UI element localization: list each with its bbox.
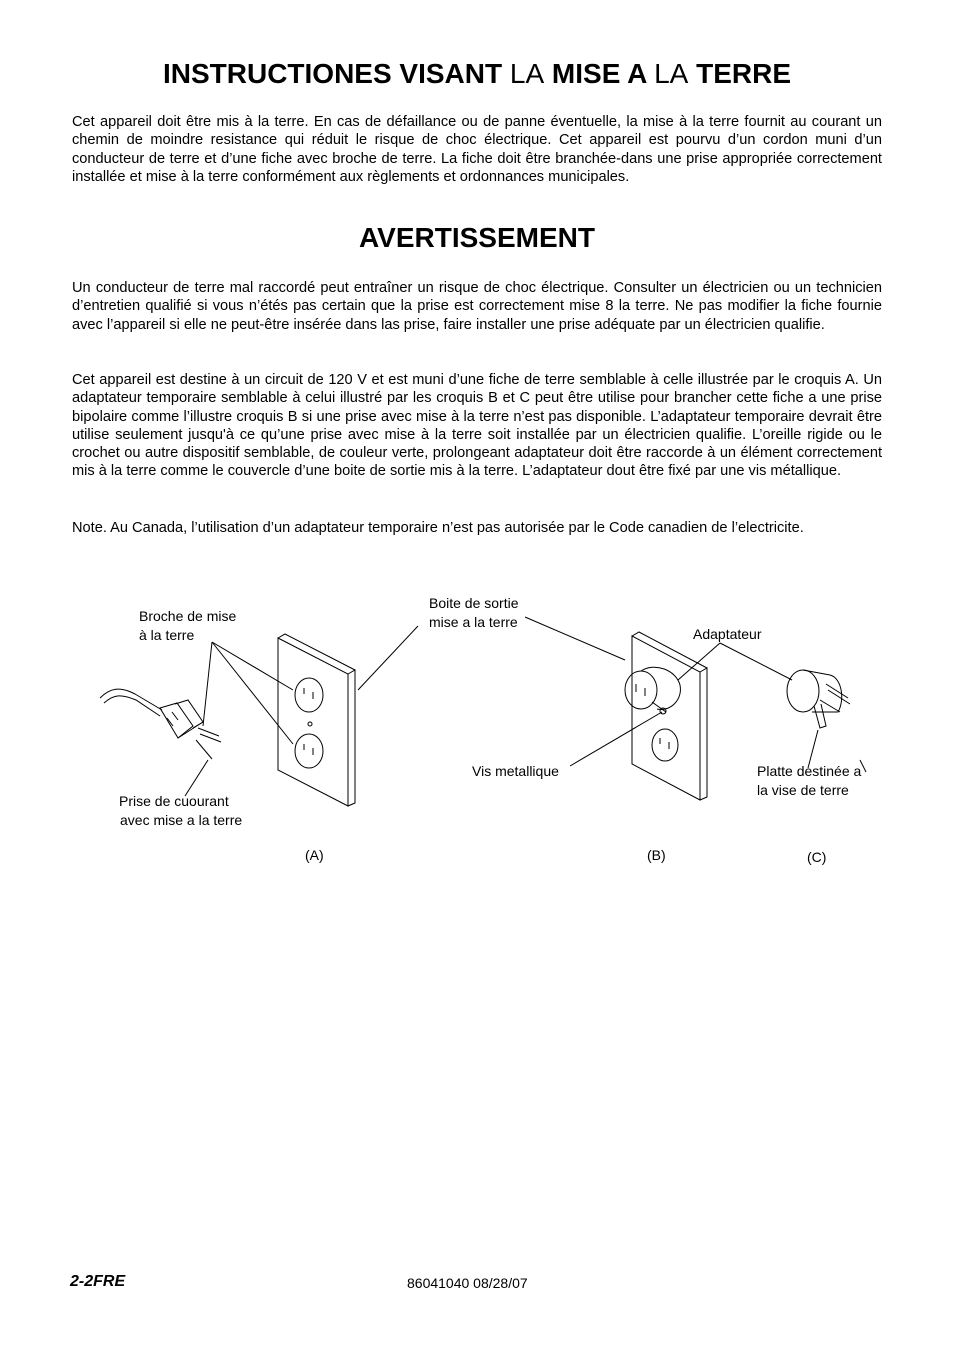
outlet-plate-a-icon — [278, 634, 355, 806]
prise-label: Prise de cuourant avec mise a la terre — [119, 793, 243, 828]
title-part-2: LA — [509, 58, 545, 89]
page-number: 2-2FRE — [70, 1273, 126, 1290]
boite-label: Boite de sortie mise a la terre — [429, 595, 519, 630]
warning-heading: AVERTISSEMENT — [359, 222, 595, 253]
title-part-3: MISE A — [551, 58, 647, 89]
broche-label: Broche de mise à la terre — [139, 608, 237, 643]
page-title — [0, 58, 954, 90]
grounding-paragraph: Cet appareil doit être mis à la terre. En cas de défaillance ou de panne éventuelle, la mise à la terre fournit au courant un chemin de moindre resistance qui réduit le risque de choc électrique. Cet appareil est pourvu d’un cordon muni d’un conducteur de terre et d’une fiche avec broche de terre. La fiche doit être branchée-dans une prise appropriée correctement installée et mise à la terre conformément aux règlements et ordonnances municipales. — [72, 114, 882, 185]
warning-paragraph: Un conducteur de terre mal raccordé peut entraîner un risque de choc électrique. Consulter un électricien ou un technicien d’entretien qualifié si vous n’étés pas certain que la prise est correctement mise 8 la terre. Ne pas modifier la fiche fournie avec l’appareil si elle ne peut-être insérée dans las prise, faire installer une prise adéquate par un électricien qualifie. — [72, 280, 882, 333]
adaptateur-label: Adaptateur — [693, 626, 762, 642]
title-part-1: INSTRUCTIONES VISANT — [162, 58, 503, 89]
vis-label: Vis metallique — [472, 763, 559, 779]
title-part-5: TERRE — [696, 58, 792, 89]
figure-a-label: (A) — [305, 847, 324, 863]
figure-c-label: (C) — [807, 849, 827, 865]
title-part-4: LA — [654, 58, 689, 89]
platte-label: Platte destinée a la vise de terre — [757, 763, 862, 798]
canada-note: Note. Au Canada, l’utilisation d’un adaptateur temporaire n’est pas autorisée par le Code canadien de l’electricite. — [72, 520, 804, 536]
document-number: 86041040 08/28/07 — [407, 1275, 528, 1291]
outlet-plate-b-icon — [625, 632, 707, 800]
adapter-paragraph: Cet appareil est destine à un circuit de 120 V et est muni d’une fiche de terre semblable à celle illustrée par le croquis A. Un adaptateur temporaire semblable à celui illustré par les croquis B et C peut être utilise pour brancher cette fiche a une prise bipolaire comme l’illustre croquis B si une prise avec mise à la terre n’est pas disponible. L’adaptateur temporaire devrait être utilise seulement jusqu'à ce qu’une prise avec mise à la terre soit installée par un électricien qualifie. L’oreille rigide ou le crochet ou autre dispositif semblable, de couleur verte, prolongeant adaptateur doit être raccorde à un élément correctement mis à la terre comme le couvercle d’une boite de sortie mis à la terre. L’adaptateur dout être fixé par une vis métallique. — [72, 372, 882, 480]
adapter-c-icon — [787, 670, 850, 728]
figure-b-label: (B) — [647, 847, 666, 863]
